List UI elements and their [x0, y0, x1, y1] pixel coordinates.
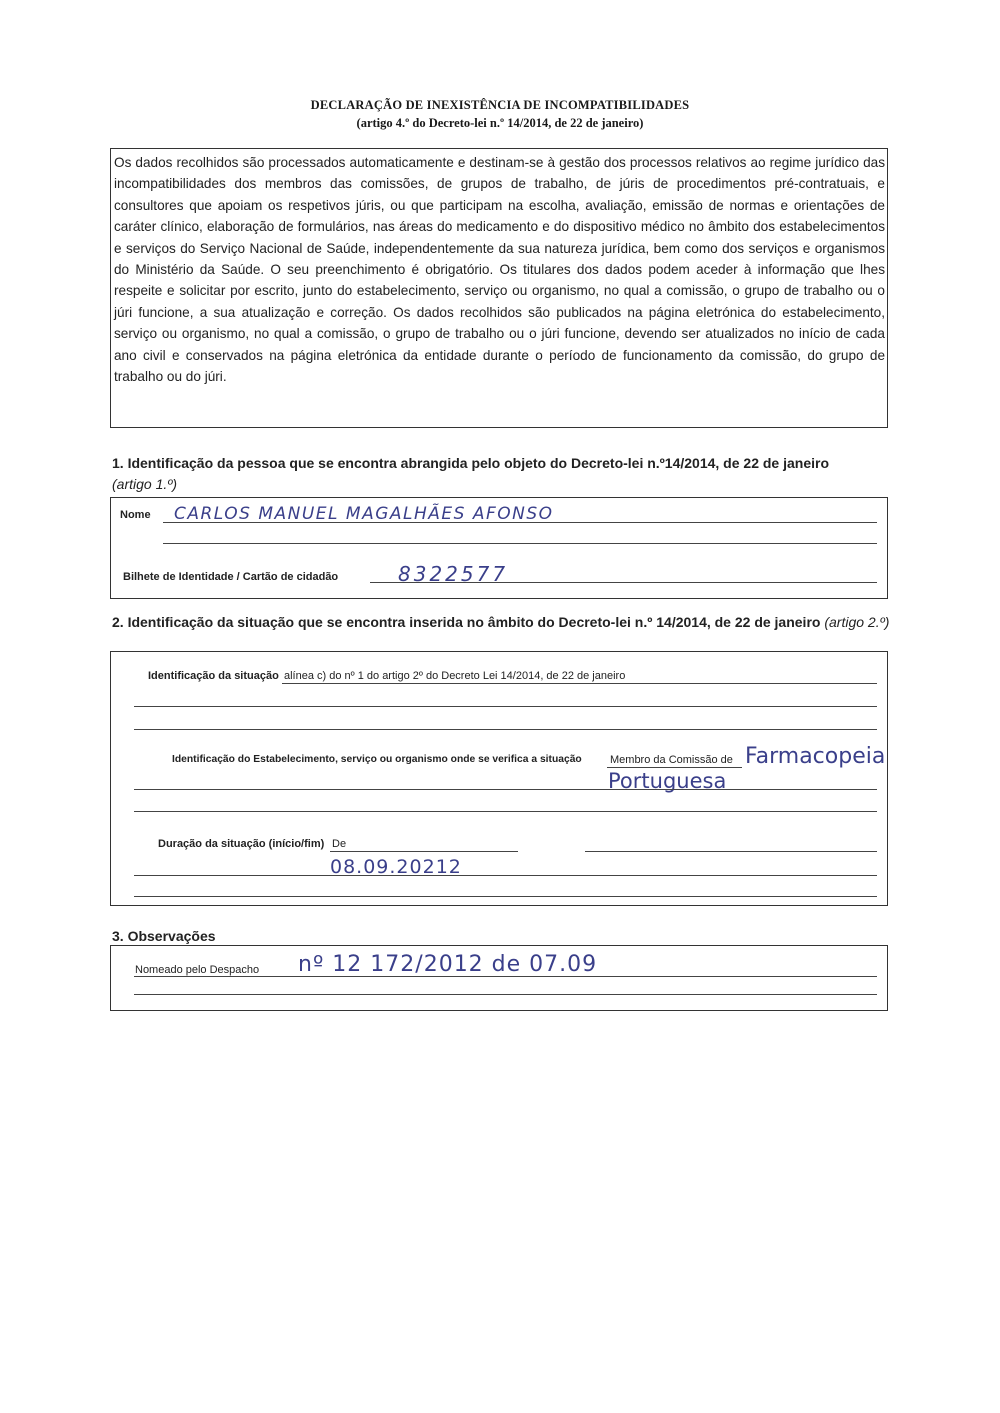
establishment-line-2 [134, 789, 877, 790]
name-underline-2 [163, 543, 877, 544]
establishment-label: Identificação do Estabelecimento, serviço ou organismo onde se verifica a situação [172, 754, 582, 765]
section1-heading-note: (artigo 1.º) [112, 476, 178, 492]
id-label: Bilhete de Identidade / Cartão de cidadão [123, 571, 339, 583]
id-underline [370, 582, 877, 583]
duration-line-3 [134, 896, 877, 897]
name-label: Nome [120, 509, 151, 521]
duration-de-label: De [332, 838, 347, 850]
situation-field[interactable]: alínea c) do nº 1 do artigo 2º do Decreto Lei 14/2014, de 22 de janeiro [284, 670, 626, 682]
document-subtitle: (artigo 4.º do Decreto-lei n.º 14/2014, de 22 de janeiro) [356, 116, 644, 130]
section2-heading [112, 612, 892, 632]
name-field[interactable]: CARLOS MANUEL MAGALHÃES AFONSO [174, 504, 554, 524]
section1-heading-text: 1. Identificação da pessoa que se encontra abrangida pelo objeto do Decreto-lei n.º14/2014, de 22 de janeiro [112, 455, 830, 471]
observations-label: Nomeado pelo Despacho [135, 964, 260, 976]
section2-box [110, 651, 888, 906]
situation-underline [282, 683, 877, 684]
establishment-line-3 [134, 811, 877, 812]
duration-line-2 [134, 875, 877, 876]
observations-line-2 [134, 994, 877, 995]
duration-start-underline [330, 851, 518, 852]
situation-line-3 [134, 729, 877, 730]
intro-text: Os dados recolhidos são processados automaticamente e destinam-se à gestão dos processos relativos ao regime jurídico das incompatibilidades dos membros das comissões, de grupos de trabalho, de júris de procedimentos pré-contratuais, e consultores que apoiam os respetivos júris, ou que participam na escolha, avaliação, emissão de normas e orientações de caráter clínico, elaboração de formulários, nas áreas do medicamento e do dispositivo médico no âmbito dos estabelecimentos e serviços do Serviço Nacional de Saúde, independentemente da sua natureza jurídica, bem como dos serviços e organismos do Ministério da Saúde. O seu preenchimento é obrigatório. Os titulares dos dados podem aceder à informação que lhes respeite e solicitar por escrito, junto do estabelecimento, serviço ou organismo, no qual a comissão, o grupo de trabalho ou o júri funcione, a sua atualização e correção. Os dados recolhidos são publicados na página eletrónica do estabelecimento, serviço ou organismo, no qual a comissão, o grupo de trabalho ou o júri funcione, devendo ser atualizados no início de cada ano civil e conservados na página eletrónica da entidade durante o período de funcionamento da comissão, do grupo de trabalho ou do júri. [114, 155, 885, 385]
duration-end-underline [585, 851, 877, 852]
section1-heading-note-wrap [112, 476, 177, 492]
document-title: DECLARAÇÃO DE INEXISTÊNCIA DE INCOMPATIBILIDADES [310, 98, 690, 112]
observations-underline [134, 976, 877, 977]
duration-field[interactable]: 08.09.20212 [330, 856, 462, 878]
observations-field[interactable]: nº 12 172/2012 de 07.09 [298, 952, 598, 977]
section1-heading [112, 455, 892, 471]
duration-label: Duração da situação (início/fim) [158, 838, 325, 850]
id-field[interactable]: 8322577 [398, 562, 509, 586]
section2-heading-text: 2. Identificação da situação que se encontra inserida no âmbito do Decreto-lei n.º 14/2014, de 22 de janeiro [112, 614, 821, 630]
section2-heading-note: (artigo 2.º) [824, 614, 890, 630]
name-underline [163, 522, 877, 523]
establishment-field[interactable]: Farmacopeia [745, 744, 886, 769]
establishment-field-2[interactable]: Portuguesa [608, 769, 727, 793]
establishment-underline [607, 767, 742, 768]
situation-line-2 [134, 706, 877, 707]
section3-heading: 3. Observações [112, 928, 216, 944]
intro-box [110, 148, 888, 428]
situation-label: Identificação da situação [148, 670, 279, 682]
establishment-prefix: Membro da Comissão de [610, 754, 733, 766]
